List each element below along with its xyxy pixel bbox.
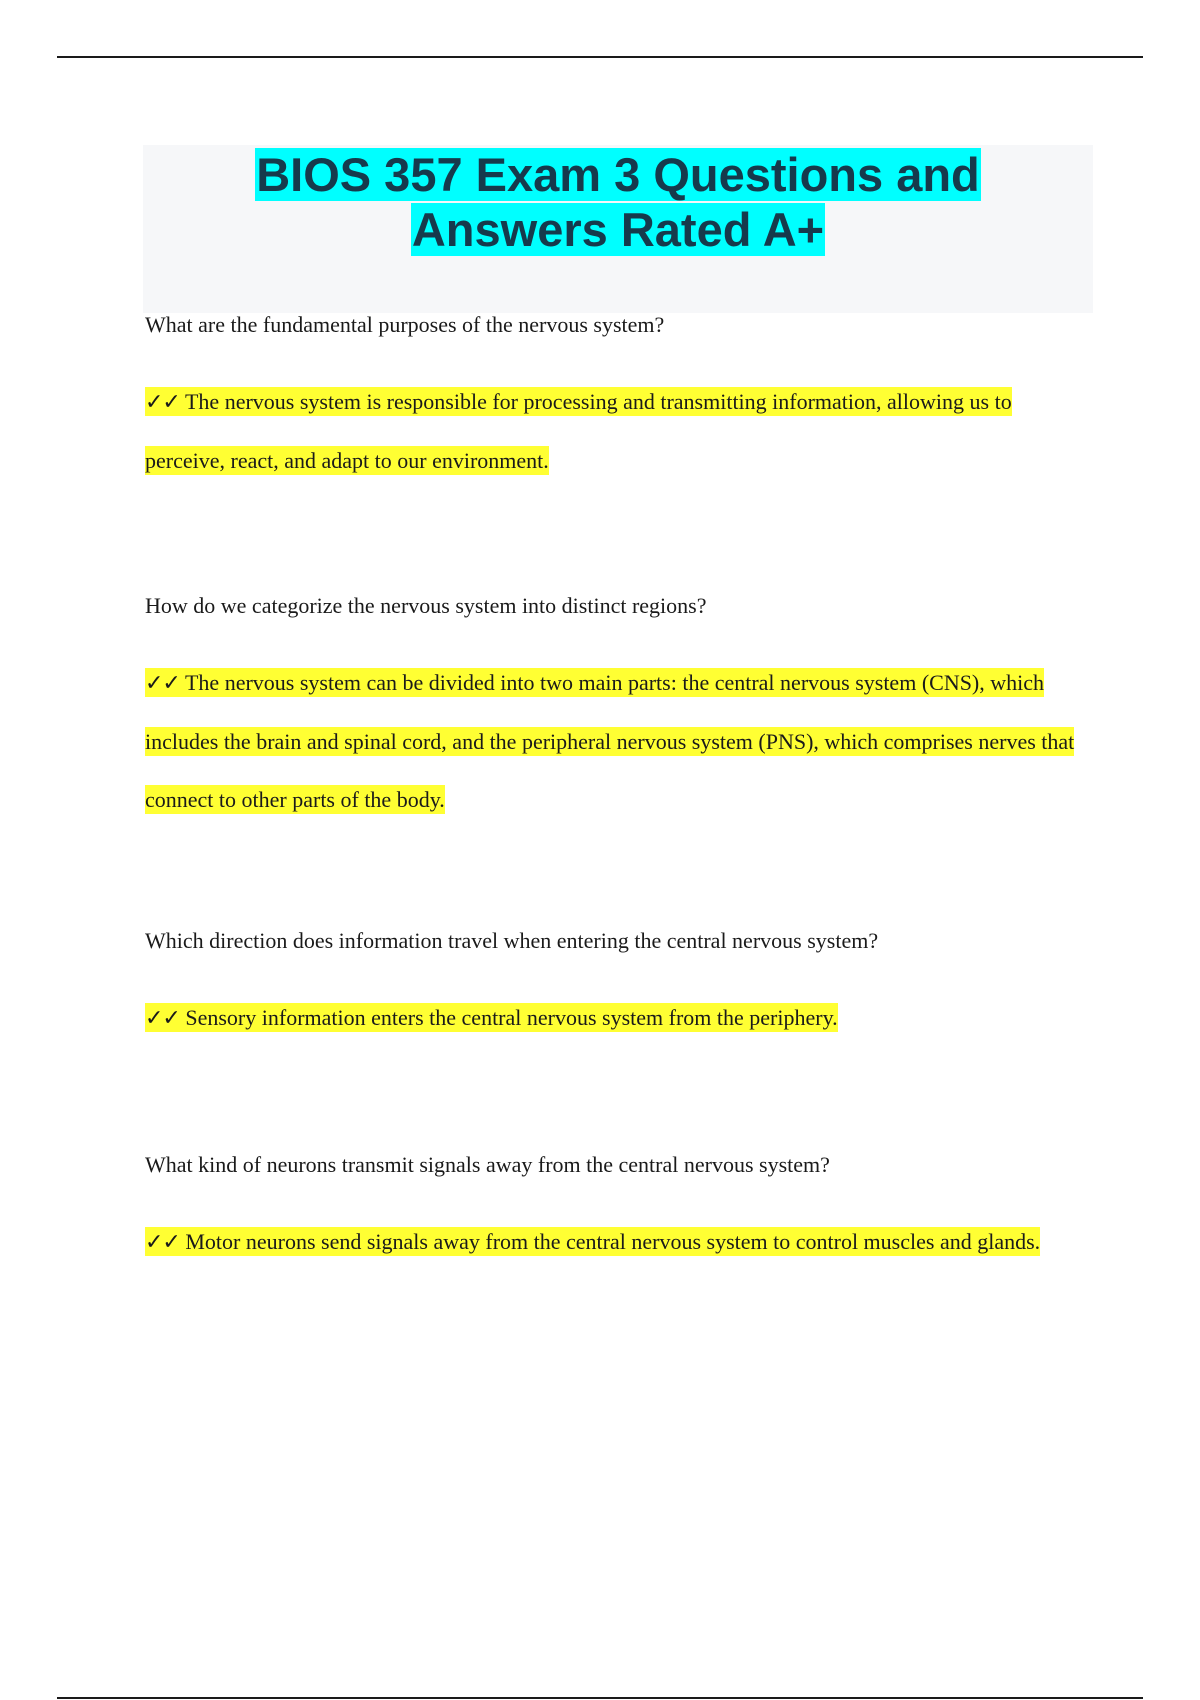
qa-item-4 — [145, 1151, 1085, 1272]
question-4: What kind of neurons transmit signals away from the central nervous system? — [145, 1152, 830, 1177]
document-title — [143, 145, 1093, 257]
answer-2-text: The nervous system can be divided into two main parts: the central nervous system (CNS), which includes the brain and spinal cord, and the peripheral nervous system (PNS), which comprises nerves that connect to other parts of the body. — [145, 670, 1075, 812]
title-box — [143, 145, 1093, 313]
check-mark-icon: ✓✓ — [145, 390, 180, 415]
answer-1-highlight — [145, 387, 1012, 475]
answer-4 — [145, 1213, 1085, 1272]
answer-3-highlight — [145, 1003, 838, 1032]
bottom-rule — [57, 1697, 1143, 1699]
question-2: How do we categorize the nervous system into distinct regions? — [145, 593, 707, 618]
qa-item-3 — [145, 927, 1085, 1048]
question-1: What are the fundamental purposes of the nervous system? — [145, 312, 665, 337]
answer-3-text: Sensory information enters the central nervous system from the periphery. — [185, 1005, 838, 1030]
answer-4-highlight — [145, 1227, 1040, 1256]
qa-item-1 — [145, 311, 1085, 490]
question-3: Which direction does information travel when entering the central nervous system? — [145, 928, 879, 953]
title-line-2: Answers Rated A+ — [411, 203, 825, 256]
check-mark-icon: ✓✓ — [145, 1230, 180, 1255]
answer-1 — [145, 373, 1085, 490]
top-rule — [57, 56, 1143, 58]
check-mark-icon: ✓✓ — [145, 1006, 180, 1031]
check-mark-icon: ✓✓ — [145, 671, 180, 696]
answer-1-text: The nervous system is responsible for processing and transmitting information, allowing us to perceive, react, and adapt to our environment. — [145, 389, 1012, 473]
answer-2 — [145, 654, 1085, 829]
answer-3 — [145, 989, 1085, 1048]
title-line-1: BIOS 357 Exam 3 Questions and — [256, 148, 980, 201]
answer-2-highlight — [145, 668, 1074, 814]
qa-item-2 — [145, 592, 1085, 829]
answer-4-text: Motor neurons send signals away from the central nervous system to control muscles and glands. — [185, 1229, 1041, 1254]
